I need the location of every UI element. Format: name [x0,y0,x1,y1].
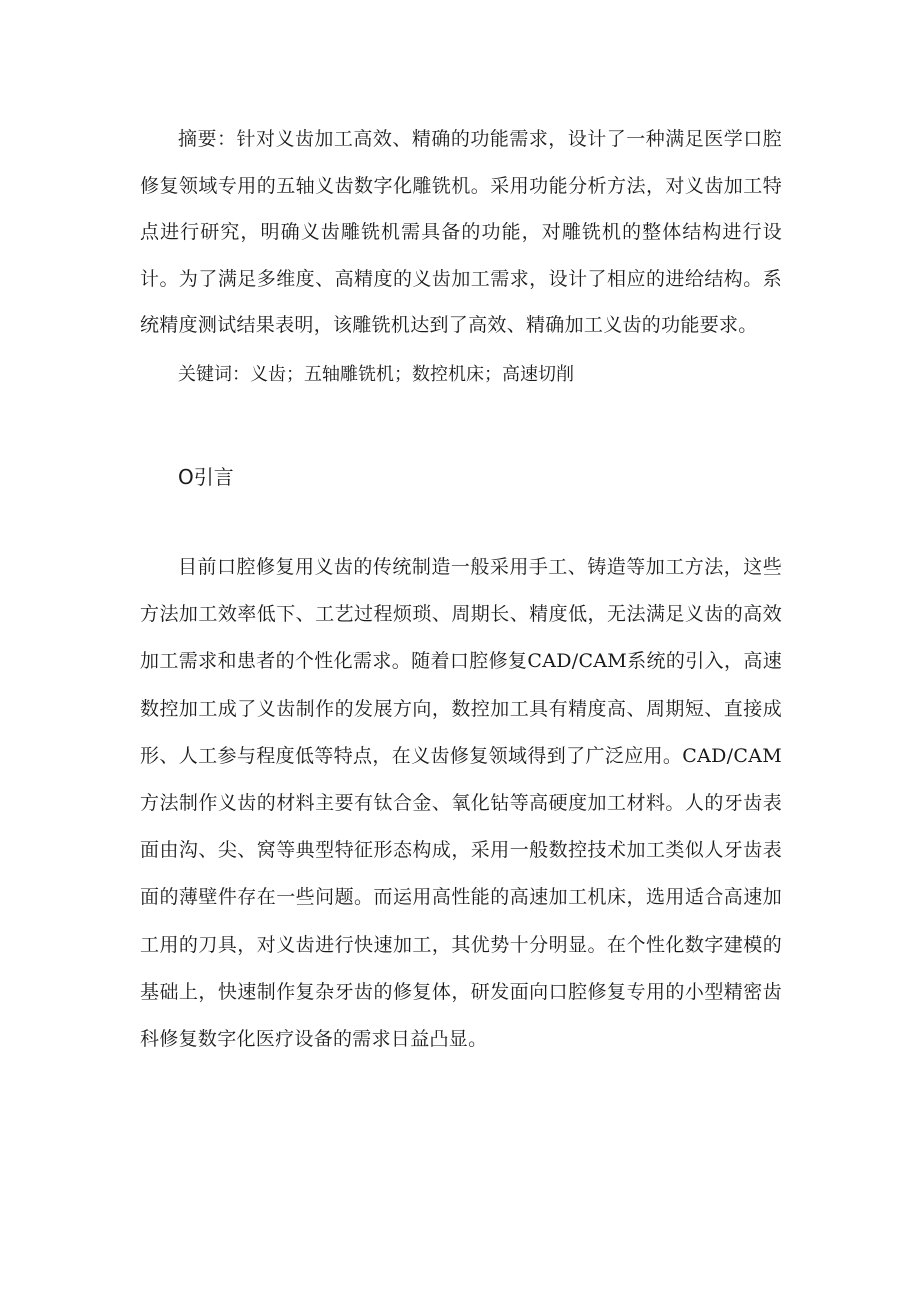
section-heading-introduction: O引言 [178,465,234,489]
introduction-paragraph: 目前口腔修复用义齿的传统制造一般采用手工、铸造等加工方法，这些方法加工效率低下、工艺过程烦琐、周期长、精度低，无法满足义齿的高效加工需求和患者的个性化需求。随着口腔修复CAD/CAM系统的引入，高速数控加工成了义齿制作的发展方向，数控加工具有精度高、周期短、直接成形、人工参与程度低等特点，在义齿修复领域得到了广泛应用。CAD/CAM方法制作义齿的材料主要有钛合金、氧化钻等高硬度加工材料。人的牙齿表面由沟、尖、窝等典型特征形态构成，采用一般数控技术加工类似人牙齿表面的薄壁件存在一些问题。而运用高性能的高速加工机床，选用适合高速加工用的刀具，对义齿进行快速加工，其优势十分明显。在个性化数字建模的基础上，快速制作复杂牙齿的修复体，研发面向口腔修复专用的小型精密齿科修复数字化医疗设备的需求日益凸显。 [140,556,782,1051]
abstract-paragraph: 摘要：针对义齿加工高效、精确的功能需求，设计了一种满足医学口腔修复领域专用的五轴义齿数字化雕铣机。采用功能分析方法，对义齿加工特点进行研究，明确义齿雕铣机需具备的功能，对雕铣机的整体结构进行设计。为了满足多维度、高精度的义齿加工需求，设计了相应的进给结构。系统精度测试结果表明，该雕铣机达到了高效、精确加工义齿的功能要求。 [140,128,782,336]
keywords-line: 关键词：义齿；五轴雕铣机；数控机床；高速切削 [178,364,574,385]
